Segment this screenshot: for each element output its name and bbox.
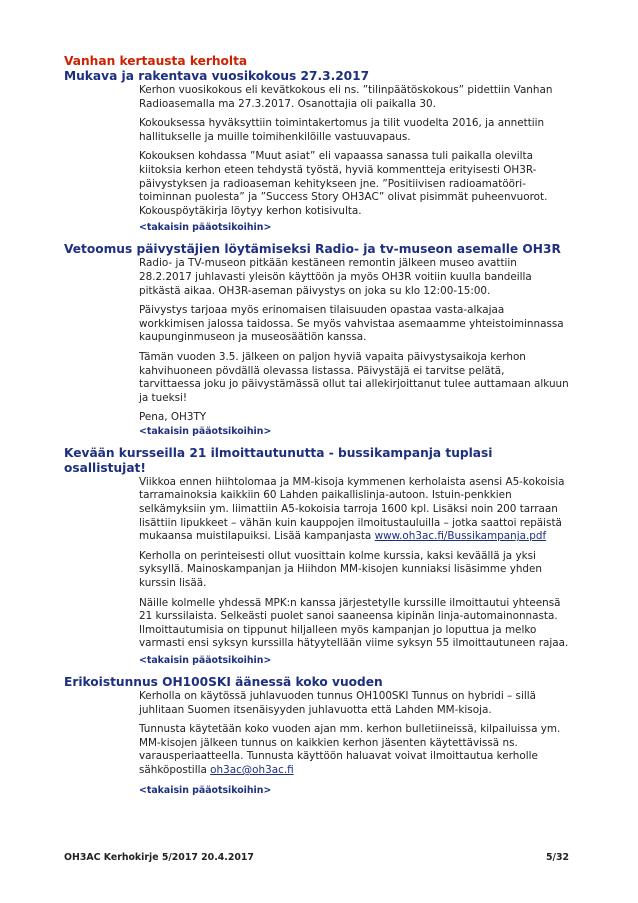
paragraph: Kerholla on käytössä juhlavuoden tunnus OH100SKI Tunnus on hybridi – sillä juhlitaan Suomen itsenäisyyden juhlavuotta että Lahden MM-kisoja. [139,690,536,716]
paragraph: Näille kolmelle yhdessä MPK:n kanssa järjestetylle kurssille ilmoittautui yhteensä 21 kurssilaista. Selkeästi puolet sanoi saaneensa kipinän linja-automainonnasta. Ilmoittautumisia on tippunut hiljalleen myös kampanjan jo loputtua ja melko varmasti ensi syksyn kurssilla hätyytellään viime syksyn 55 ilmoittautuneen rajaa. [139,596,569,650]
article-body-paivystys [64,257,569,438]
paragraph: Kokouksen kohdassa ”Muut asiat” eli vapaassa sanassa tuli paikalla olevilta kiitoksia kerhon eteen tehdystä työstä, hyviä kommentteja erityisesti OH3R-päivystyksen ja radioaseman kehitykseen jne. ”Positiivisen radioamatööri-toiminnan puolesta” ja ”Success Story OH3AC” olivat pisimmät puheenvuorot. Kokouspöytäkirja löytyy kerhon kotisivulta. [139,150,548,217]
article-title-kurssit: Kevään kursseilla 21 ilmoittautunutta - bussikampanja tuplasi osallistujat! [64,445,493,475]
bussikampanja-link[interactable]: www.oh3ac.fi/Bussikampanja.pdf [374,530,547,543]
article-body-kurssit [64,476,569,667]
paragraph: Päivystys tarjoaa myös erinomaisen tilaisuuden opastaa vasta-alkajaa workkimisen jalossa taidossa. Se myös vahvistaa asemaamme yhteistoiminnassa kaupunginmuseon ja museosäätiön kanssa. [139,304,564,344]
footer-issue: OH3AC Kerhokirje 5/2017 20.4.2017 [64,852,254,863]
footer-page-number: 5/32 [546,852,569,863]
paragraph: Kokouksessa hyväksyttiin toimintakertomus ja tilit vuodelta 2016, ja annettiin hallitukselle ja muille toimihenkilöille vastuuvapaus. [139,117,545,143]
paragraph [139,723,569,777]
article-body-vuosikokous [64,84,569,234]
paragraph: Radio- ja TV-museon pitkään kestäneen remontin jälkeen museo avattiin 28.2.2017 juhlavasti yleisön käyttöön ja myös OH3R voitiin kuulla bandeilla pitkästä aikaa. OH3R-aseman päivystys on joka su klo 12:00-15:00. [139,257,532,297]
article-body-oh100ski [64,690,569,797]
email-link[interactable]: oh3ac@oh3ac.fi [210,763,294,776]
section-title: Vanhan kertausta kerholta [64,54,248,68]
back-to-headlines-link[interactable]: <takaisin pääotsikoihin> [139,655,272,666]
paragraph-text: Viikkoa ennen hiihtolomaa ja MM-kisoja kymmenen kerholaista asensi A5-kokoisia tarramainoksia kaikkiin 60 Lahden paikallislinja-autoon. Istuin-penkkien selkämyksiin ym. liimattiin A5-kokoisia tarroja 1600 kpl. Lisäksi noin 200 tarraan lisättiin lipukkeet – vähän kuin kauppojen ilmoitustauluilla – jotka saattoi repäistä mukaansa muistilapuiksi. Lisää kampanjasta [139,475,565,543]
article-title-vuosikokous: Mukava ja rakentava vuosikokous 27.3.2017 [64,69,370,83]
back-to-headlines-link[interactable]: <takaisin pääotsikoihin> [139,425,272,437]
signature: Pena, OH3TY [139,411,207,424]
back-to-headlines-link[interactable]: <takaisin pääotsikoihin> [139,222,272,234]
paragraph: Kerhon vuosikokous eli kevätkokous eli ns. ”tilinpäätöskokous” pidettiin Vanhan Radioasemalla ma 27.3.2017. Osanottajia oli paikalla 30. [139,84,553,110]
paragraph [139,476,569,544]
page-content [64,54,569,797]
paragraph: Kerholla on perinteisesti ollut vuosittain kolme kurssia, kaksi keväällä ja yksi syksyllä. Mainoskampanjan ja Hiihdon MM-kisojen kunniaksi lisäsimme yhden kurssin lisää. [139,549,543,590]
article-title-oh100ski: Erikoistunnus OH100SKI äänessä koko vuoden [64,675,383,689]
back-to-headlines-link[interactable]: <takaisin pääotsikoihin> [139,784,272,796]
paragraph-text: Tunnusta käytetään koko vuoden ajan mm. kerhon bulletiineissä, kilpailuissa ym. MM-kisojen jälkeen tunnus on kaikkien kerhon jäsenten käytettävissä ns. varausperiaatteella. Tunnusta käyttöön haluavat voivat ilmoittautua kerholle sähköpostilla [139,723,561,776]
paragraph: Tämän vuoden 3.5. jälkeen on paljon hyviä vapaita päivystysaikoja kerhon kahvihuoneen pövdällä olevassa listassa. Päivystäjä ei tarvitse pelätä, tarvittaessa joku jo päivystämässä ollut tai allekirjoittanut tulee auttamaan alkuun ja tueksi! [139,350,569,404]
page-footer [64,852,569,863]
article-title-paivystys: Vetoomus päivystäjien löytämiseksi Radio- ja tv-museon asemalle OH3R [64,242,561,257]
